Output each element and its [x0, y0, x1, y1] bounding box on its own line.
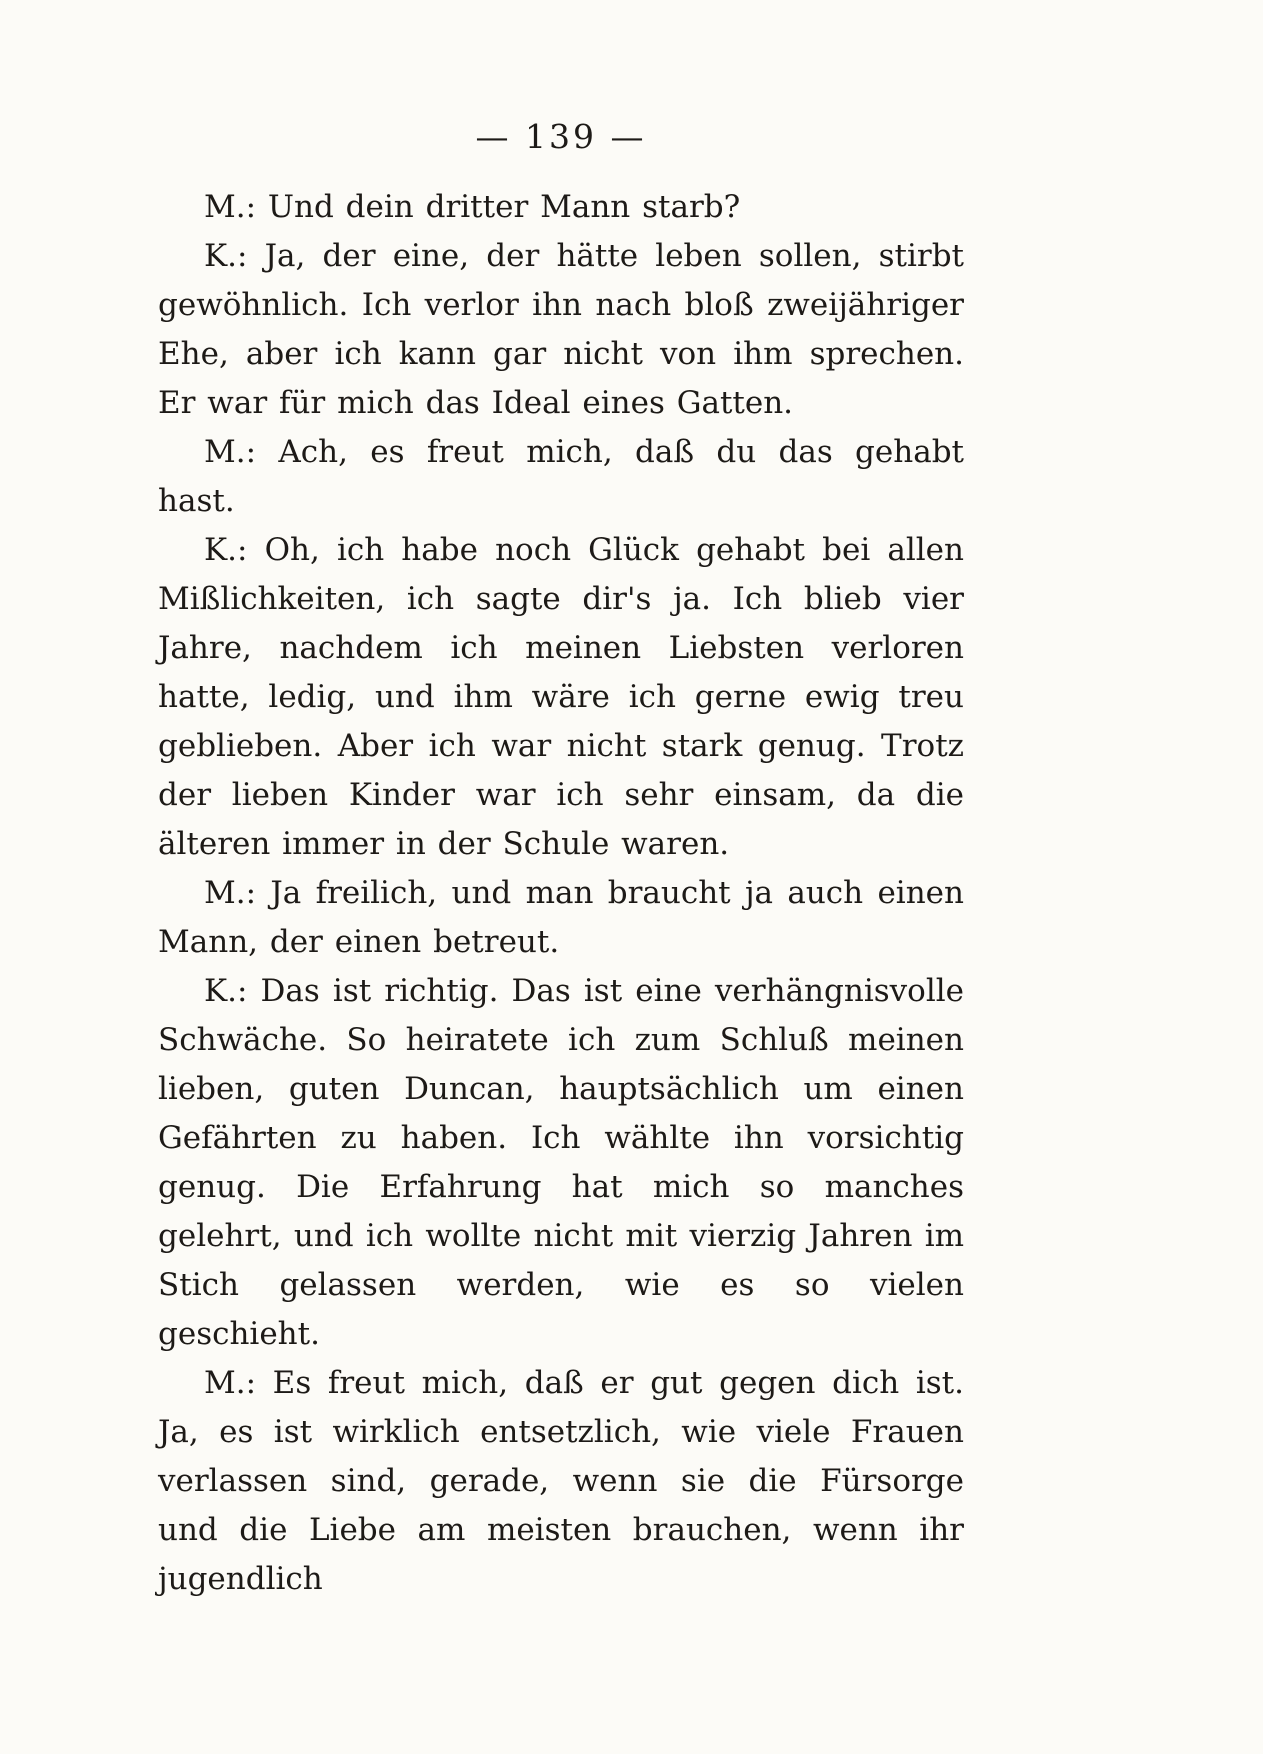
dialogue-paragraph: K.: Das ist richtig. Das ist eine verhängnisvolle Schwäche. So heiratete ich zum Schluß meinen lieben, guten Duncan, hauptsächlich um einen Gefährten zu haben. Ich wählte ihn vorsichtig genug. Die Erfahrung hat mich so manches gelehrt, und ich wollte nicht mit vierzig Jahren im Stich gelassen werden, wie es so vielen geschieht.	[158, 973, 964, 1352]
dialogue-body	[158, 183, 964, 1604]
page-number: — 139 —	[475, 117, 647, 156]
dialogue-paragraph: K.: Ja, der eine, der hätte leben sollen, stirbt gewöhnlich. Ich verlor ihn nach bloß zweijähriger Ehe, aber ich kann gar nicht von ihm sprechen. Er war für mich das Ideal eines Gatten.	[158, 238, 964, 421]
dialogue-paragraph: M.: Und dein dritter Mann starb?	[204, 189, 741, 225]
dialogue-paragraph: K.: Oh, ich habe noch Glück gehabt bei allen Mißlichkeiten, ich sagte dir's ja. Ich blieb vier Jahre, nachdem ich meinen Liebsten verloren hatte, ledig, und ihm wäre ich gerne ewig treu geblieben. Aber ich war nicht stark genug. Trotz der lieben Kinder war ich sehr einsam, da die älteren immer in der Schule waren.	[158, 532, 964, 862]
dialogue-paragraph: M.: Es freut mich, daß er gut gegen dich ist. Ja, es ist wirklich entsetzlich, wie viele Frauen verlassen sind, gerade, wenn sie die Fürsorge und die Liebe am meisten brauchen, wenn ihr jugendlich	[158, 1365, 964, 1597]
dialogue-paragraph: M.: Ach, es freut mich, daß du das gehabt hast.	[158, 434, 964, 519]
text-block	[158, 112, 964, 1604]
dialogue-paragraph: M.: Ja freilich, und man braucht ja auch einen Mann, der einen betreut.	[158, 875, 964, 960]
